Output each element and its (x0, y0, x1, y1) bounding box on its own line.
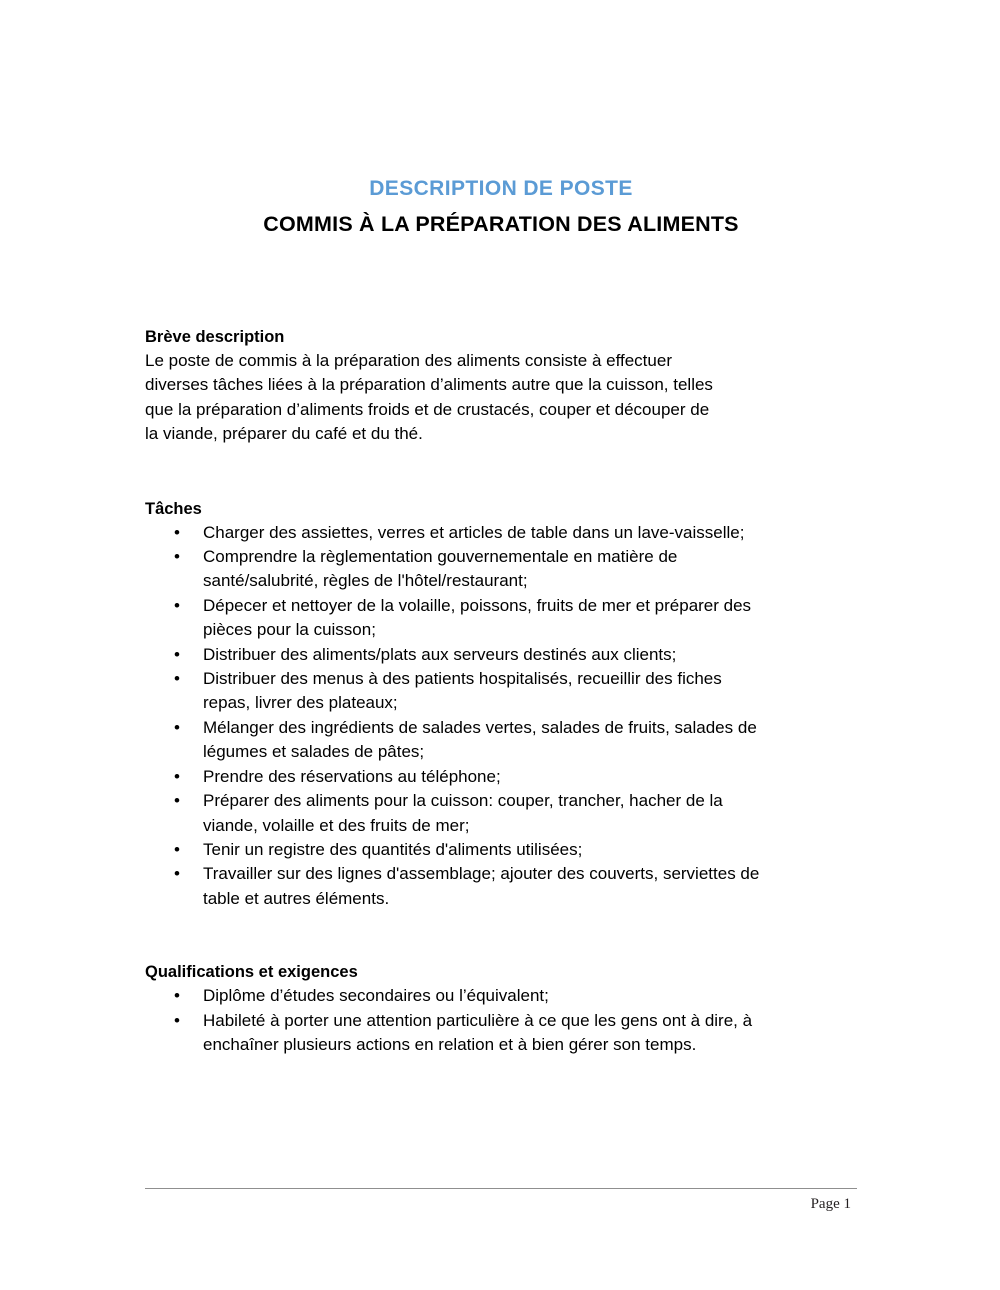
tasks-list (145, 521, 857, 912)
page-footer (145, 1188, 857, 1213)
task-item-text: Travailler sur des lignes d'assemblage; ajouter des couverts, serviettes de table et autres éléments. (203, 864, 760, 908)
qualification-item-text: Diplôme d’études secondaires ou l’équivalent; (203, 986, 549, 1006)
bullet-icon: • (174, 839, 180, 859)
task-item-text: Mélanger des ingrédients de salades vertes, salades de fruits, salades de légumes et salades de pâtes; (203, 717, 757, 762)
task-item-text: Tenir un registre des quantités d'aliments utilisées; (203, 839, 583, 859)
footer-divider (145, 1188, 857, 1189)
document-title-block (145, 176, 857, 237)
bullet-icon: • (174, 791, 180, 811)
qualification-item (145, 1009, 763, 1058)
bullet-icon: • (174, 1010, 180, 1030)
brief-description-paragraph: Le poste de commis à la préparation des aliments consiste à effectuer diverses tâches liées à la préparation d’aliments autre que la cuisson, telles que la préparation d’aliments froids et de crustacés, couper et découper de la viande, préparer du café et du thé. (145, 351, 713, 444)
document-body (145, 325, 857, 1057)
section-qualifications (145, 960, 857, 1057)
section-brief-description (145, 325, 857, 447)
bullet-icon: • (174, 766, 180, 786)
bullet-icon: • (174, 595, 180, 615)
bullet-icon: • (174, 986, 180, 1006)
task-item (145, 765, 763, 789)
task-item (145, 667, 763, 716)
task-item (145, 716, 763, 765)
task-item-text: Dépecer et nettoyer de la volaille, poissons, fruits de mer et préparer des pièces pour la cuisson; (203, 595, 752, 640)
task-item-text: Préparer des aliments pour la cuisson: couper, trancher, hacher de la viande, volaille et des fruits de mer; (203, 791, 723, 835)
task-item-text: Distribuer des menus à des patients hospitalisés, recueillir des fiches repas, livrer des plateaux; (203, 669, 722, 713)
task-item (145, 838, 763, 862)
qualification-item (145, 984, 763, 1008)
task-item (145, 521, 763, 545)
page-title: COMMIS À LA PRÉPARATION DES ALIMENTS (263, 212, 739, 236)
bullet-icon: • (174, 717, 180, 737)
task-item (145, 545, 763, 594)
spacer-after-tasks (145, 911, 857, 960)
bullet-icon: • (174, 522, 180, 542)
section-heading-qualifications: Qualifications et exigences (145, 963, 358, 982)
task-item (145, 789, 763, 838)
task-item-text: Comprendre la règlementation gouvernementale en matière de santé/salubrité, règles de l'hôtel/restaurant; (203, 547, 678, 591)
bullet-icon: • (174, 864, 180, 884)
section-tasks (145, 497, 857, 912)
task-item (145, 643, 763, 667)
task-item (145, 594, 763, 643)
qualifications-list (145, 984, 857, 1057)
section-heading-brief-description: Brève description (145, 328, 285, 346)
document-kicker: DESCRIPTION DE POSTE (369, 177, 633, 200)
task-item-text: Prendre des réservations au téléphone; (203, 766, 501, 786)
section-heading-tasks: Tâches (145, 499, 202, 518)
bullet-icon: • (174, 669, 180, 689)
task-item (145, 862, 763, 911)
task-item-text: Distribuer des aliments/plats aux serveurs destinés aux clients; (203, 644, 677, 664)
task-item-text: Charger des assiettes, verres et articles de table dans un lave-vaisselle; (203, 522, 745, 542)
bullet-icon: • (174, 644, 180, 664)
spacer-after-brief (145, 447, 857, 497)
page-number: Page 1 (810, 1196, 851, 1212)
qualification-item-text: Habileté à porter une attention particulière à ce que les gens ont à dire, à enchaîner plusieurs actions en relation et à bien gérer son temps. (203, 1010, 753, 1054)
bullet-icon: • (174, 547, 180, 567)
